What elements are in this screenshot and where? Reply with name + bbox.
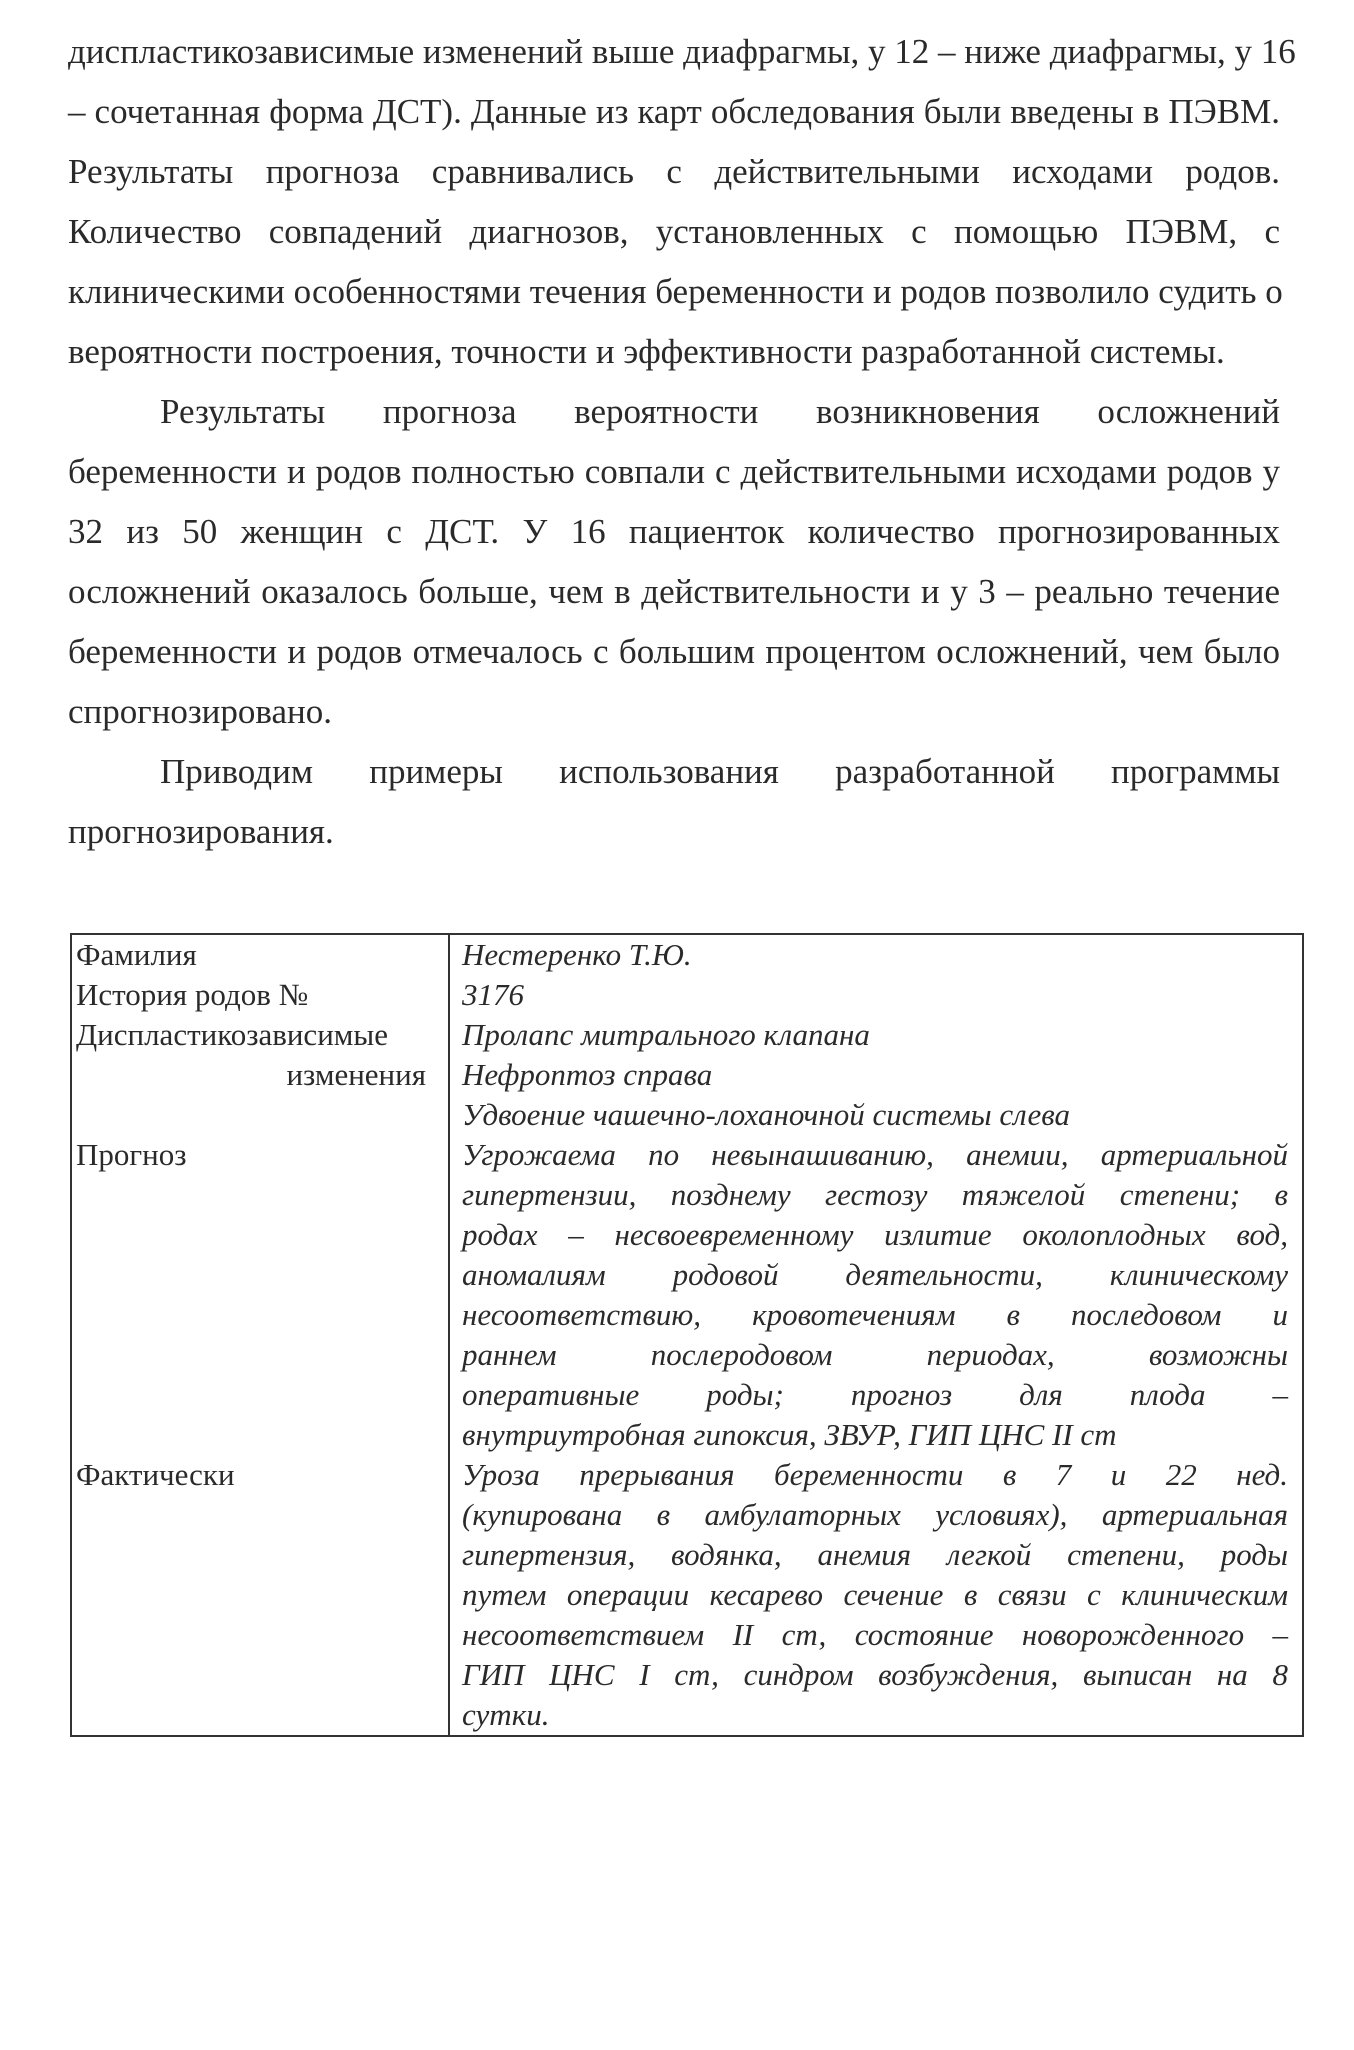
text-line: – сочетанная форма ДСТ). Данные из карт обследования были введены в ПЭВМ. bbox=[68, 92, 1280, 131]
paragraph-2 bbox=[68, 382, 1280, 742]
values-column bbox=[449, 934, 1303, 1736]
text-line: 32 из 50 женщин с ДСТ. У 16 пациенток количество прогнозированных bbox=[68, 512, 1280, 551]
text-line: осложнений оказалось больше, чем в действительности и у 3 – реально течение bbox=[68, 572, 1280, 611]
history-label: История родов № bbox=[76, 977, 309, 1012]
changes-value: Нефроптоз справа bbox=[462, 1057, 713, 1092]
text-line: Количество совпадений диагнозов, установленных с помощью ПЭВМ, с bbox=[68, 212, 1280, 251]
actual-line: ГИП ЦНС I ст, синдром возбуждения, выписан на 8 bbox=[462, 1657, 1288, 1692]
actual-label: Фактически bbox=[76, 1457, 235, 1492]
changes-value: Удвоение чашечно-лоханочной системы слева bbox=[462, 1097, 1070, 1132]
text-line: Приводим примеры использования разработанной программы bbox=[160, 752, 1280, 791]
labels-column bbox=[71, 934, 449, 1736]
changes-label: Диспластикозависимые bbox=[76, 1017, 388, 1052]
forecast-line: Угрожаема по невынашиванию, анемии, артериальной bbox=[462, 1137, 1288, 1172]
text-line: диспластикозависимые изменений выше диафрагмы, у 12 – ниже диафрагмы, у 16 bbox=[68, 32, 1296, 71]
table-row bbox=[71, 934, 1303, 1736]
forecast-line: внутриутробная гипоксия, ЗВУР, ГИП ЦНС II ст bbox=[462, 1417, 1117, 1452]
forecast-label: Прогноз bbox=[76, 1137, 187, 1172]
text-line: Результаты прогноза вероятности возникновения осложнений bbox=[160, 392, 1280, 431]
actual-value bbox=[462, 1455, 1288, 1735]
text-line: беременности и родов полностью совпали с действительными исходами родов у bbox=[68, 452, 1280, 491]
text-line: вероятности построения, точности и эффективности разработанной системы. bbox=[68, 332, 1225, 371]
document-page bbox=[68, 22, 1296, 862]
actual-line: путем операции кесарево сечение в связи с клиническим bbox=[462, 1577, 1288, 1612]
text-line: спрогнозировано. bbox=[68, 692, 332, 731]
paragraph-1 bbox=[68, 22, 1296, 382]
text-line: прогнозирования. bbox=[68, 812, 334, 851]
text-line: Результаты прогноза сравнивались с действительными исходами родов. bbox=[68, 152, 1280, 191]
forecast-line: раннем послеродовом периодах, возможны bbox=[462, 1337, 1288, 1372]
changes-label-cont: изменения bbox=[286, 1057, 426, 1092]
actual-line: сутки. bbox=[462, 1697, 550, 1732]
actual-line: (купирована в амбулаторных условиях), артериальная bbox=[462, 1497, 1288, 1532]
forecast-line: родах – несвоевременному излитие околоплодных вод, bbox=[462, 1217, 1288, 1252]
actual-line: несоответствием II ст, состояние новорожденного – bbox=[462, 1617, 1288, 1652]
changes-value: Пролапс митрального клапана bbox=[462, 1017, 870, 1052]
surname-label: Фамилия bbox=[76, 937, 197, 972]
case-table bbox=[70, 933, 1304, 1737]
forecast-line: несоответствию, кровотечениям в последовом и bbox=[462, 1297, 1288, 1332]
forecast-value bbox=[462, 1135, 1288, 1455]
text-line: клиническими особенностями течения беременности и родов позволило судить о bbox=[68, 272, 1283, 311]
forecast-line: оперативные роды; прогноз для плода – bbox=[462, 1377, 1288, 1412]
history-value: 3176 bbox=[462, 977, 524, 1012]
forecast-line: аномалиям родовой деятельности, клиническому bbox=[462, 1257, 1288, 1292]
text-line: беременности и родов отмечалось с большим процентом осложнений, чем было bbox=[68, 632, 1280, 671]
surname-value: Нестеренко Т.Ю. bbox=[462, 937, 692, 972]
actual-line: Уроза прерывания беременности в 7 и 22 нед. bbox=[462, 1457, 1288, 1492]
paragraph-3 bbox=[68, 742, 1280, 862]
forecast-line: гипертензии, позднему гестозу тяжелой степени; в bbox=[462, 1177, 1288, 1212]
actual-line: гипертензия, водянка, анемия легкой степени, роды bbox=[462, 1537, 1288, 1572]
